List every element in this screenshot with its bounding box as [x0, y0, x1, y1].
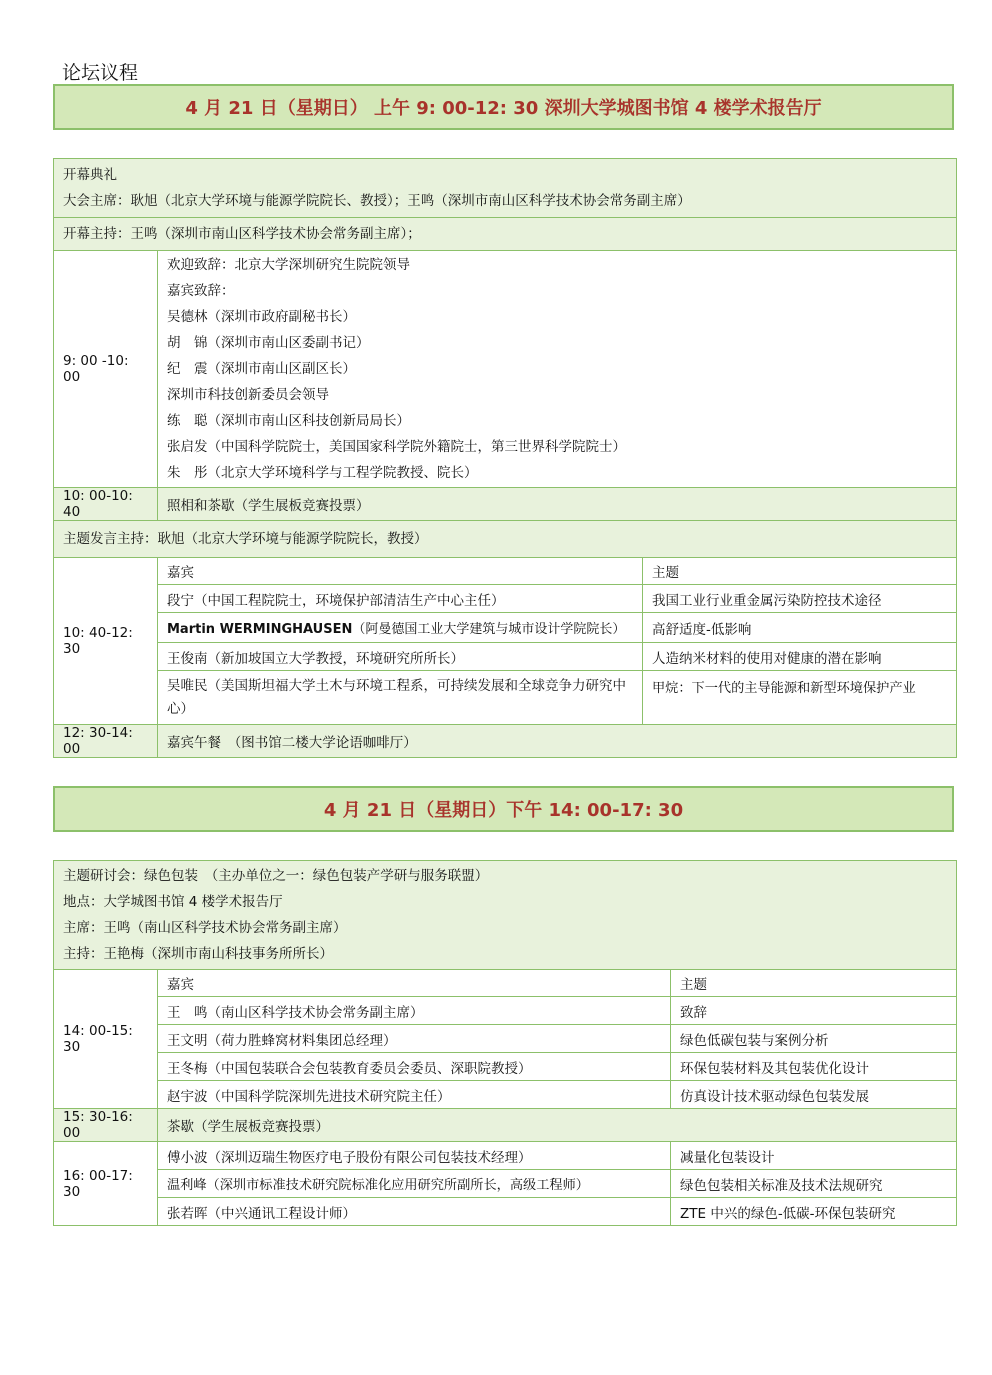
keynote-row: [54, 585, 957, 613]
session2-time: 16: 00-17: 30: [54, 1142, 158, 1226]
session1-header-row: [54, 970, 957, 997]
info-line: 主题研讨会：绿色包装 （主办单位之一：绿色包装产学研与服务联盟）: [63, 868, 489, 884]
break-text: 照相和茶歇（学生展板竞赛投票）: [158, 488, 957, 521]
session-topic: 减量化包装设计: [671, 1142, 957, 1170]
session-guest: 赵宇波（中国科学院深圳先进技术研究院主任）: [158, 1081, 671, 1109]
speech-line: 张启发（中国科学院院士，美国国家科学院外籍院士，第三世界科学院院士）: [167, 439, 626, 455]
keynote-topic: 甲烷：下一代的主导能源和新型环境保护产业: [643, 671, 957, 725]
tea-break-row: [54, 488, 957, 521]
speech-line: 纪 震（深圳市南山区副区长）: [167, 361, 356, 377]
keynote-guest: 吴唯民（美国斯坦福大学土木与环境工程系，可持续发展和全球竞争力研究中心）: [158, 671, 643, 725]
session-topic: 仿真设计技术驱动绿色包装发展: [671, 1081, 957, 1109]
morning-agenda-table: [53, 158, 957, 758]
speech-line: 深圳市科技创新委员会领导: [167, 387, 329, 403]
session-guest: 王文明（荷力胜蜂窝材料集团总经理）: [158, 1025, 671, 1053]
speech-line: 嘉宾致辞：: [167, 283, 235, 299]
keynote-row: [54, 671, 957, 725]
keynote-guest: [158, 613, 643, 643]
keynote-time: 10: 40-12: 30: [54, 558, 158, 725]
session1-row: [54, 997, 957, 1025]
speech-line: 朱 彤（北京大学环境科学与工程学院教授、院长）: [167, 465, 478, 481]
keynote-guest: 段宁（中国工程院院士，环境保护部清洁生产中心主任）: [158, 585, 643, 613]
opening-chairs: 大会主席：耿旭（北京大学环境与能源学院院长、教授）；王鸣（深圳市南山区科学技术协会常务副主席）: [63, 193, 691, 209]
session-topic: 绿色包装相关标准及技术法规研究: [671, 1170, 957, 1198]
keynote-guest-name: Martin WERMINGHAUSEN: [167, 622, 353, 637]
keynote-host-row: [54, 521, 957, 558]
session1-row: [54, 1081, 957, 1109]
break-time: 10: 00-10: 40: [54, 488, 158, 521]
session-topic: 致辞: [671, 997, 957, 1025]
session-topic: 环保包装材料及其包装优化设计: [671, 1053, 957, 1081]
speech-time: 9: 00 -10: 00: [54, 251, 158, 488]
speech-line: 吴德林（深圳市政府副秘书长）: [167, 309, 356, 325]
lunch-text: 嘉宾午餐 （图书馆二楼大学论语咖啡厅）: [158, 725, 957, 758]
col-topic: 主题: [671, 970, 957, 997]
keynote-topic: 高舒适度-低影响: [643, 613, 957, 643]
col-topic: 主题: [643, 558, 957, 585]
keynote-topic: 我国工业行业重金属污染防控技术途径: [643, 585, 957, 613]
session2-row: [54, 1198, 957, 1226]
session-topic: ZTE 中兴的绿色-低碳-环保包装研究: [671, 1198, 957, 1226]
session-guest: 王 鸣（南山区科学技术协会常务副主席）: [158, 997, 671, 1025]
info-line: 主席：王鸣（南山区科学技术协会常务副主席）: [63, 920, 347, 936]
keynote-host: 主题发言主持：耿旭（北京大学环境与能源学院院长，教授）: [63, 531, 428, 547]
keynote-guest: 王俊南（新加坡国立大学教授，环境研究所所长）: [158, 643, 643, 671]
lunch-time: 12: 30-14: 00: [54, 725, 158, 758]
afternoon-break-row: [54, 1109, 957, 1142]
session1-row: [54, 1053, 957, 1081]
keynote-row: [54, 643, 957, 671]
break-time: 15: 30-16: 00: [54, 1109, 158, 1142]
session1-row: [54, 1025, 957, 1053]
keynote-header-row: [54, 558, 957, 585]
session2-row: [54, 1170, 957, 1198]
opening-header-row: [54, 159, 957, 218]
afternoon-agenda-table: [53, 860, 957, 1226]
session-guest: 温利峰（深圳市标准技术研究院标准化应用研究所副所长，高级工程师）: [158, 1170, 671, 1198]
info-line: 地点：大学城图书馆 4 楼学术报告厅: [63, 894, 283, 910]
session-guest: 王冬梅（中国包装联合会包装教育委员会委员、深职院教授）: [158, 1053, 671, 1081]
session-guest: 张若晖（中兴通讯工程设计师）: [158, 1198, 671, 1226]
opening-host: 开幕主持：王鸣（深圳市南山区科学技术协会常务副主席）；: [63, 226, 421, 242]
opening-host-row: [54, 218, 957, 251]
session1-time: 14: 00-15: 30: [54, 970, 158, 1109]
morning-banner: 4 月 21 日（星期日） 上午 9: 00-12: 30 深圳大学城图书馆 4 楼学术报告厅: [53, 84, 954, 130]
page-title: 论坛议程: [62, 62, 139, 84]
session2-row: [54, 1142, 957, 1170]
col-guest: 嘉宾: [158, 558, 643, 585]
keynote-row: [54, 613, 957, 643]
opening-title: 开幕典礼: [63, 167, 117, 183]
session-topic: 绿色低碳包装与案例分析: [671, 1025, 957, 1053]
afternoon-banner: 4 月 21 日（星期日）下午 14: 00-17: 30: [53, 786, 954, 832]
afternoon-info-row: [54, 861, 957, 970]
col-guest: 嘉宾: [158, 970, 671, 997]
speech-line: 练 聪（深圳市南山区科技创新局局长）: [167, 413, 410, 429]
break-text: 茶歇（学生展板竞赛投票）: [158, 1109, 957, 1142]
speech-line: 欢迎致辞：北京大学深圳研究生院院领导: [167, 257, 410, 273]
keynote-guest-affiliation: （阿曼德国工业大学建筑与城市设计学院院长）: [352, 622, 626, 637]
speech-row: [54, 251, 957, 488]
session-guest: 傅小波（深圳迈瑞生物医疗电子股份有限公司包装技术经理）: [158, 1142, 671, 1170]
keynote-topic: 人造纳米材料的使用对健康的潜在影响: [643, 643, 957, 671]
speech-line: 胡 锦（深圳市南山区委副书记）: [167, 335, 370, 351]
info-line: 主持：王艳梅（深圳市南山科技事务所所长）: [63, 946, 333, 962]
lunch-row: [54, 725, 957, 758]
